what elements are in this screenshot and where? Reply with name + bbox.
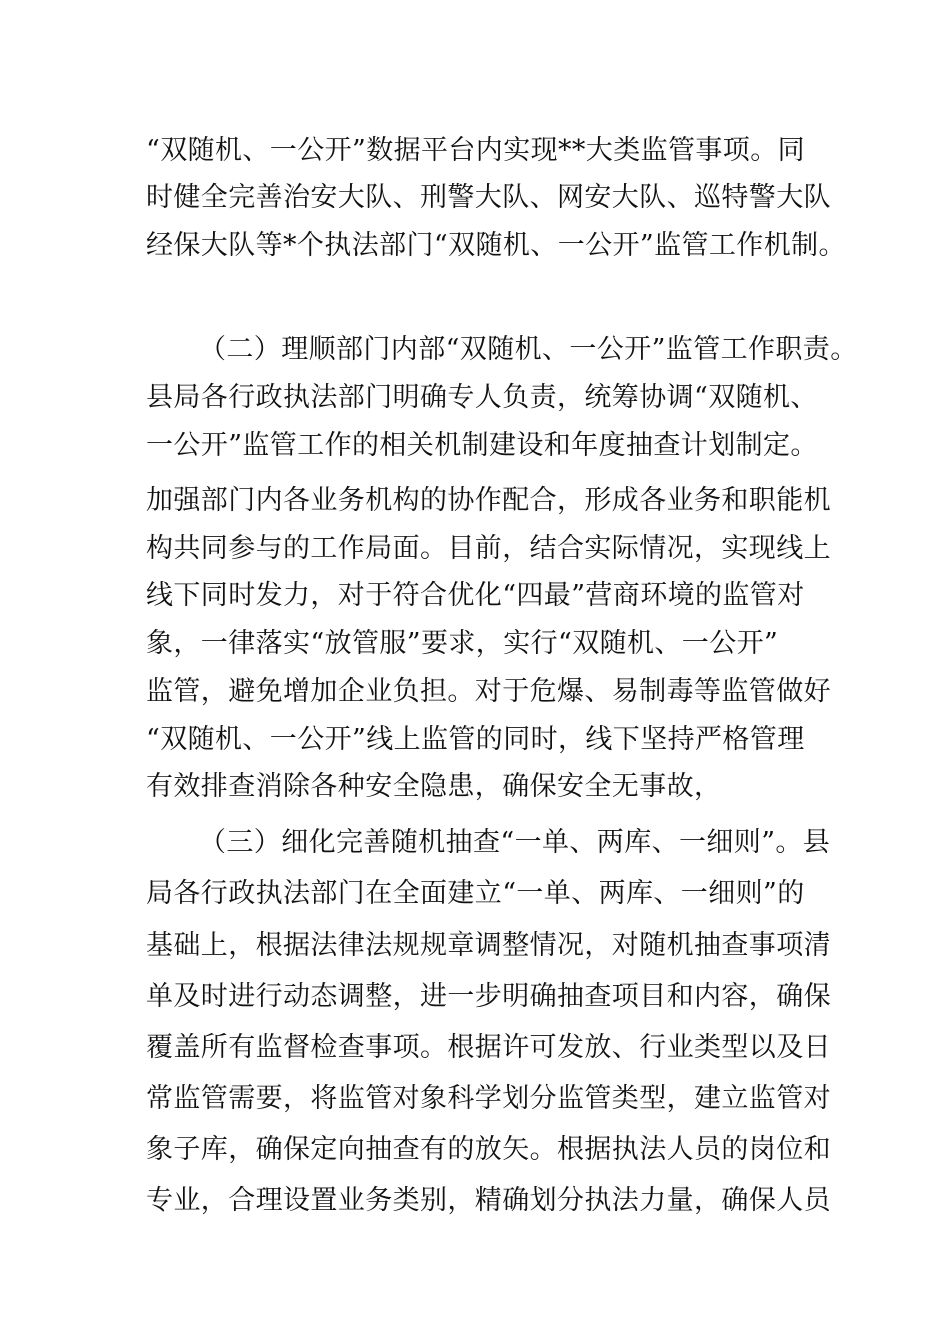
paragraph-3-line-2: 局各行政执法部门在全面建立“一单、两库、一细则”的 — [146, 878, 805, 909]
paragraph-2-line-4: 加强部门内各业务机构的协作配合，形成各业务和职能机 — [146, 485, 831, 516]
paragraph-1-line-1: “双随机、一公开”数据平台内实现**大类监管事项。同 — [146, 135, 806, 166]
paragraph-3-line-7: 象子库，确保定向抽查有的放矢。根据执法人员的岗位和 — [146, 1134, 831, 1165]
paragraph-1-line-2: 时健全完善治安大队、刑警大队、网安大队、巡特警大队 — [146, 182, 831, 213]
paragraph-3-line-3: 基础上，根据法律法规规章调整情况，对随机抽查事项清 — [146, 930, 831, 961]
paragraph-2-line-5: 构共同参与的工作局面。目前，结合实际情况，实现线上 — [146, 533, 831, 564]
paragraph-2-line-1: （二）理顺部门内部“双随机、一公开”监管工作职责。 — [199, 334, 858, 365]
paragraph-2-line-6: 线下同时发力，对于符合优化“四最”营商环境的监管对 — [146, 580, 805, 611]
paragraph-2-line-3: 一公开”监管工作的相关机制建设和年度抽查计划制定。 — [146, 430, 818, 461]
paragraph-3-line-5: 覆盖所有监督检查事项。根据许可发放、行业类型以及日 — [146, 1032, 831, 1063]
paragraph-3-line-1: （三）细化完善随机抽查“一单、两库、一细则”。县 — [199, 827, 831, 858]
paragraph-2-line-2: 县局各行政执法部门明确专人负责，统筹协调“双随机、 — [146, 382, 818, 413]
paragraph-2-line-8: 监管，避免增加企业负担。对于危爆、易制毒等监管做好 — [146, 676, 831, 707]
paragraph-2-line-10: 有效排查消除各种安全隐患，确保安全无事故， — [146, 771, 722, 802]
paragraph-2-line-9: “双随机、一公开”线上监管的同时，线下坚持严格管理 — [146, 724, 805, 755]
paragraph-3-line-6: 常监管需要，将监管对象科学划分监管类型，建立监管对 — [146, 1083, 831, 1114]
paragraph-3-line-8: 专业，合理设置业务类别，精确划分执法力量，确保人员 — [146, 1185, 831, 1216]
paragraph-2-line-7: 象，一律落实“放管服”要求，实行“双随机、一公开” — [146, 628, 779, 659]
paragraph-1-line-3: 经保大队等*个执法部门“双随机、一公开”监管工作机制。 — [146, 230, 846, 261]
paragraph-3-line-4: 单及时进行动态调整，进一步明确抽查项目和内容，确保 — [146, 981, 831, 1012]
